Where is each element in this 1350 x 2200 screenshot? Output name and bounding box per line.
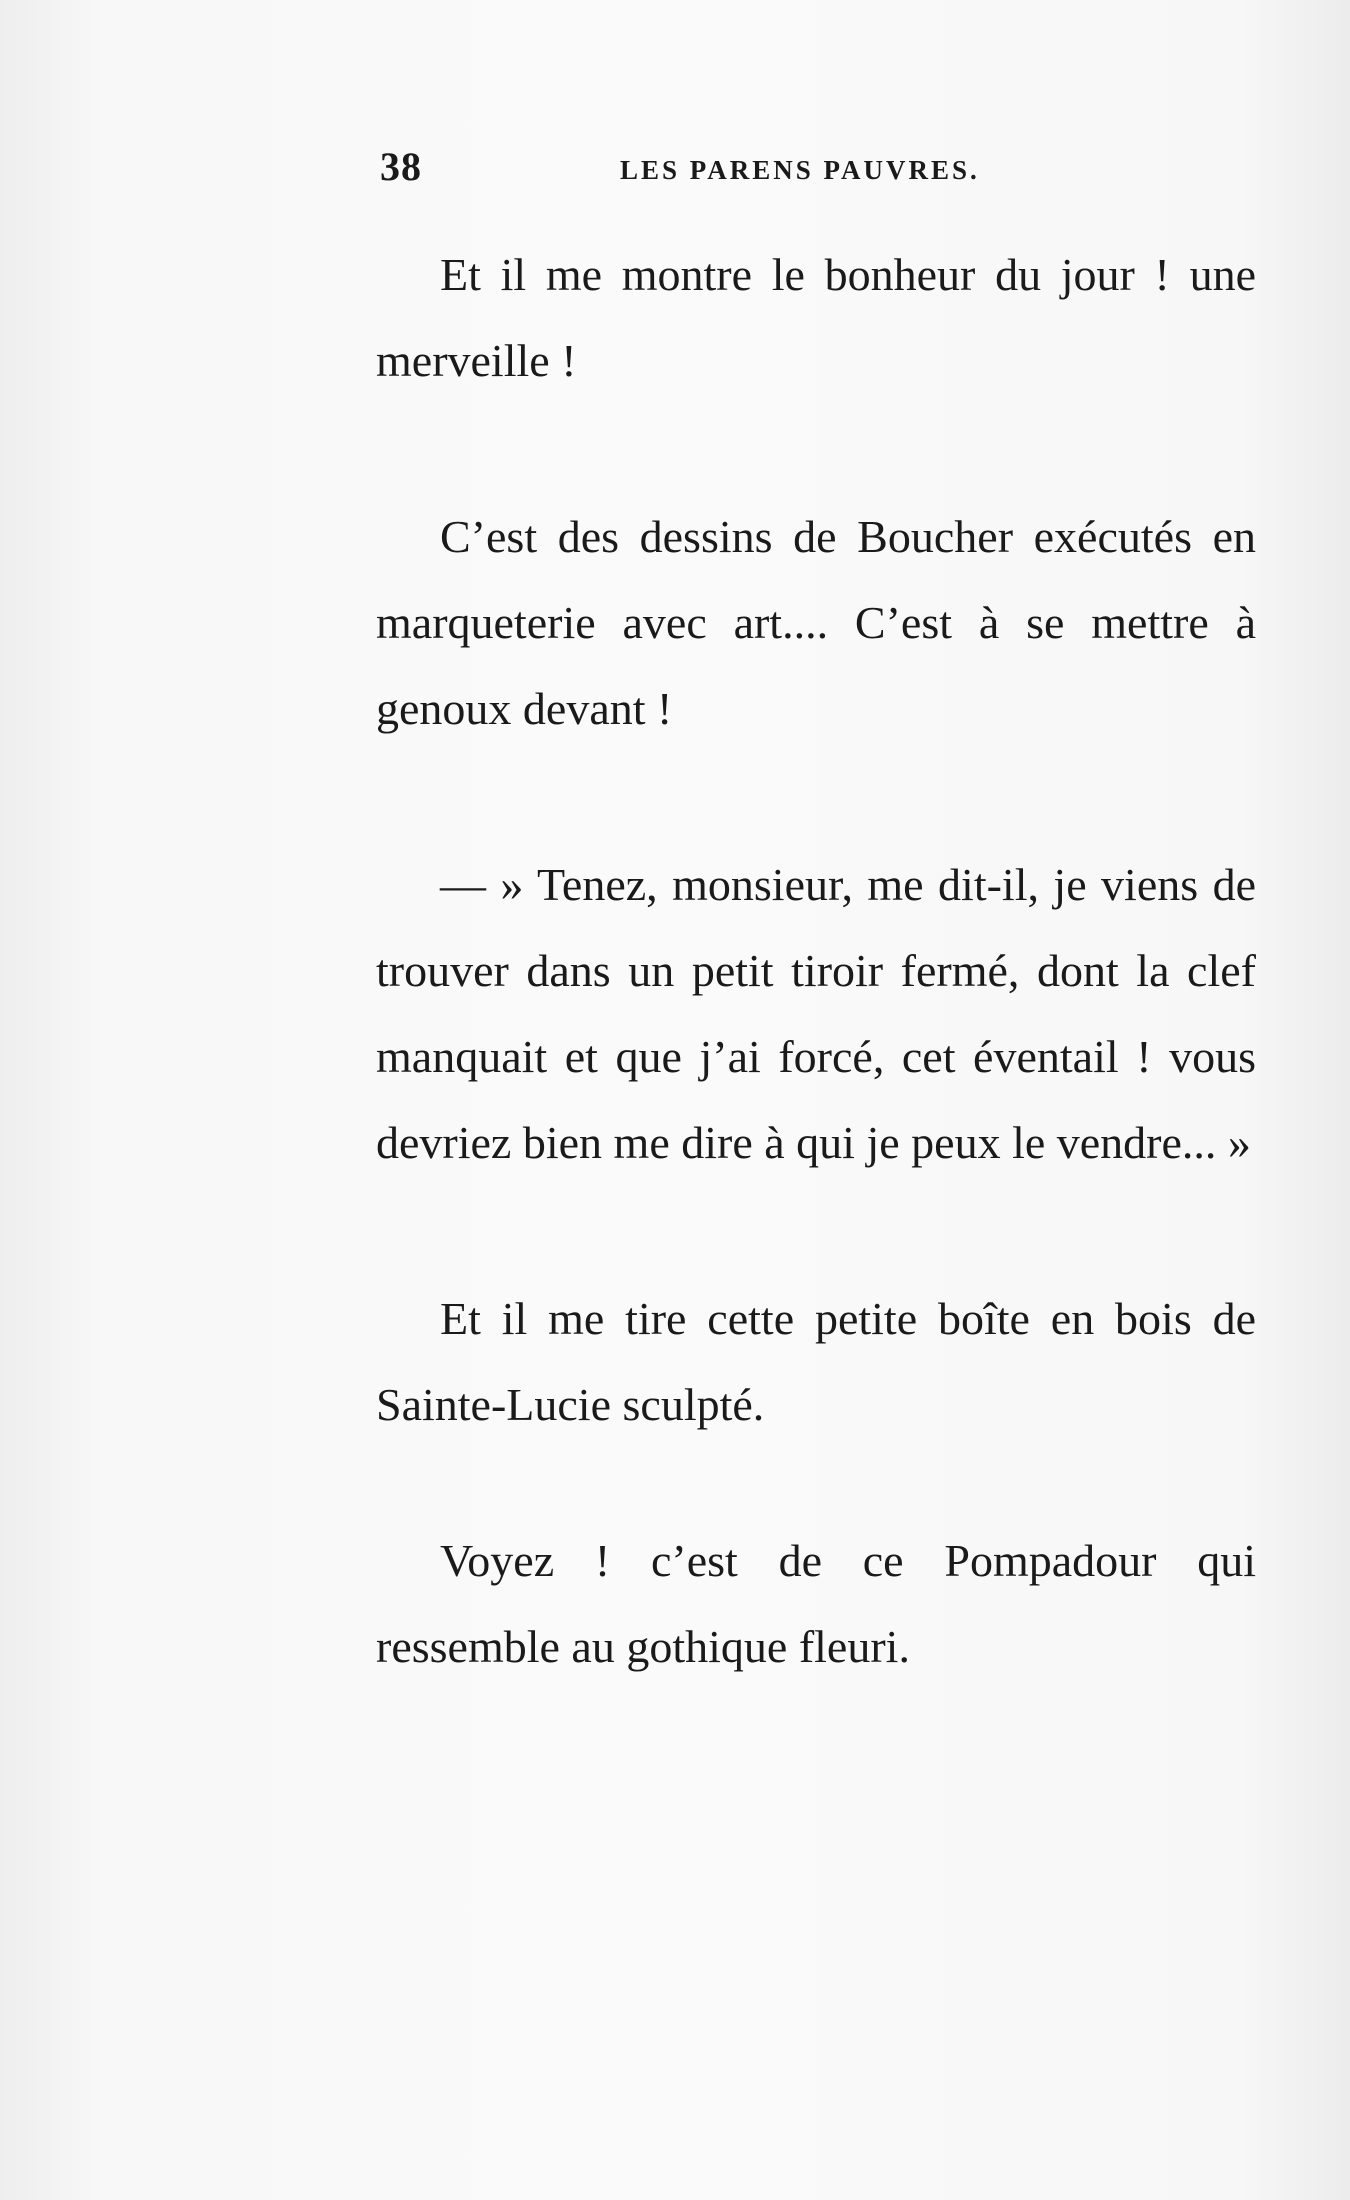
paragraph: C’est des dessins de Boucher exécutés en marqueterie avec art.... C’est à se mettre à genoux devant ! (376, 511, 1256, 734)
page-number: 38 (380, 144, 422, 189)
page-header (380, 143, 1260, 191)
paragraph: Voyez ! c’est de ce Pompadour qui ressemble au gothique fleuri. (376, 1535, 1256, 1672)
paragraph: Et il me montre le bonheur du jour ! une merveille ! (376, 249, 1256, 386)
paragraph: — » Tenez, monsieur, me dit-il, je viens de trouver dans un petit tiroir fermé, dont la clef manquait et que j’ai forcé, cet éventail ! vous devriez bien me dire à qui je peux le vendre... » (376, 859, 1256, 1168)
running-head: LES PARENS PAUVRES. (620, 155, 980, 185)
paragraph: Et il me tire cette petite boîte en bois de Sainte-Lucie sculpté. (376, 1293, 1256, 1430)
body-text (376, 232, 1256, 1690)
